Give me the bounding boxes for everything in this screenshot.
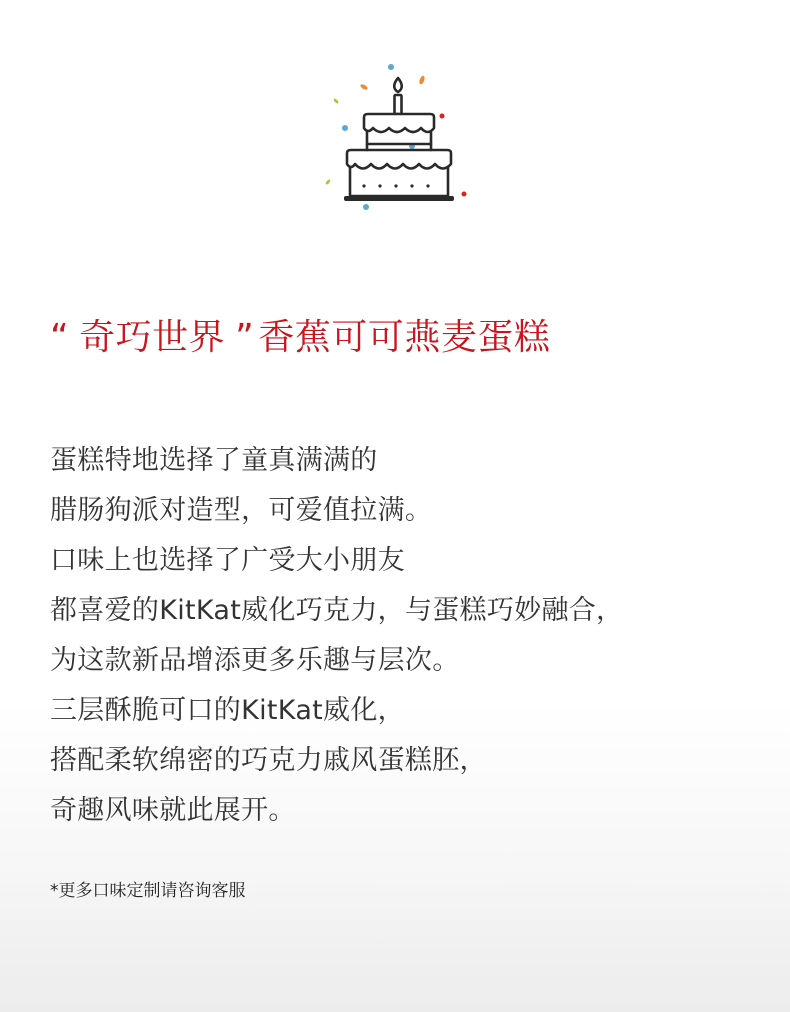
title-open-quote: “ — [50, 317, 70, 358]
product-description — [50, 436, 623, 836]
description-line: 都喜爱的KitKat威化巧克力，与蛋糕巧妙融合， — [50, 595, 624, 626]
product-title — [50, 312, 550, 364]
title-close-quote: ” — [235, 317, 255, 358]
description-line: 为这款新品增添更多乐趣与层次。 — [50, 645, 460, 676]
description-line: 奇趣风味就此展开。 — [50, 795, 296, 826]
title-product-name: 香蕉可可燕麦蛋糕 — [258, 317, 551, 358]
birthday-cake-icon — [320, 58, 470, 218]
title-brand: 奇巧世界 — [79, 317, 226, 358]
description-line: 蛋糕特地选择了童真满满的 — [50, 445, 378, 476]
description-line: 腊肠狗派对造型，可爱值拉满。 — [50, 495, 433, 526]
customization-note: *更多口味定制请咨询客服 — [50, 881, 246, 901]
description-line: 口味上也选择了广受大小朋友 — [50, 545, 405, 576]
description-line: 搭配柔软绵密的巧克力戚风蛋糕胚， — [50, 745, 487, 776]
description-line: 三层酥脆可口的KitKat威化， — [50, 695, 405, 726]
